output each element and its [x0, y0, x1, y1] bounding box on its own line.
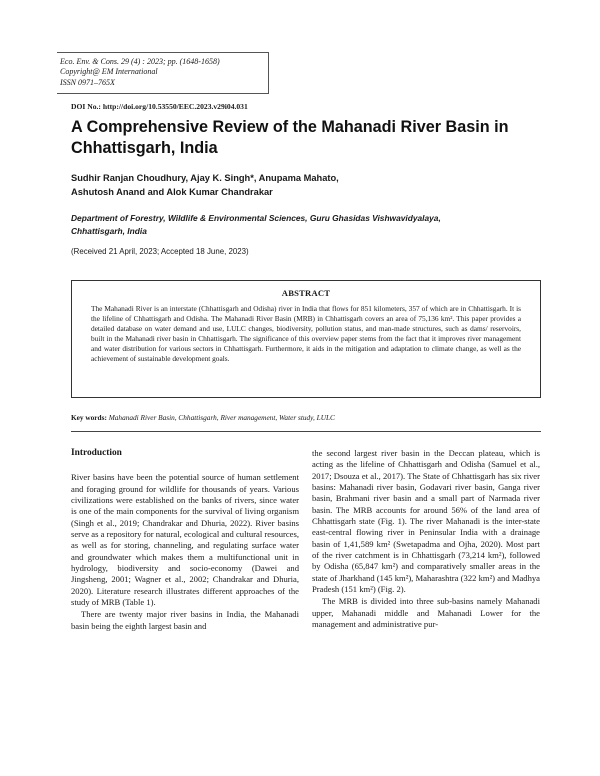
affiliation-line-2: Chhattisgarh, India [71, 225, 147, 236]
article-title: A Comprehensive Review of the Mahanadi River Basin in Chhattisgarh, India [71, 118, 509, 157]
authors-line-1: Sudhir Ranjan Choudhury, Ajay K. Singh*, Anupama Mahato, [71, 173, 339, 183]
authors-line-2: Ashutosh Anand and Alok Kumar Chandrakar [71, 186, 273, 197]
abstract-text: The Mahanadi River is an interstate (Chhattisgarh and Odisha) river in India that flows for 851 kilometers, 357 of which are in Chhattisgarh. It is the lifeline of Chhattisgarh and Odisha. The Mahanadi River Basin (MRB) in Chhattisgarh covers an area of 75,136 km². This paper provides a detailed database on water demand and use, LULC changes, biodiversity, pollution status, and man-made structures, such as dams/ reservoirs, built in the Mahanadi river basin in Chhattisgarh. The significance of this overview paper stems from the fact that it improves river management and water distribution for various sectors in Chhattisgarh. Furthermore, it aids in the mitigation and adaptation to climate change, as well as the achievement of sustainable development goals. [91, 304, 521, 364]
abstract-heading: ABSTRACT [281, 288, 331, 298]
received-dates: (Received 21 April, 2023; Accepted 18 June, 2023) [71, 247, 249, 256]
intro-paragraph-3: the second largest river basin in the Deccan plateau, which is acting as the lifeline of Chhattisgarh and Odisha (Samuel et al., 2017; Dsouza et al., 2017). The State of Chhattisgarh has six river basins: Mahanadi river basin, Godavari river basin, Ganga river basin, Brahmani river basin and a small part of Narmada river basin. The MRB accounts for around 56% of the land area of Chhattisgarh state (Fig. 1). The river Mahanadi is the inter-state east-central flowing river in Peninsular India with a drainage basin of 1,41,589 km² (Swetapadma and Ojha, 2020). Most part of the river catchment is in Chhattisgarh (73,214 km²), followed by Odisha (65,847 km²) and comparatively smaller areas in the state of Jharkhand (145 km²), Maharashtra (322 km²) and Madhya Pradesh (151 km²) (Fig. 2). [312, 448, 540, 595]
body-column-right [312, 448, 540, 631]
introduction-heading: Introduction [71, 448, 122, 458]
section-divider [71, 431, 541, 432]
keywords-text: Mahanadi River Basin, Chhattisgarh, River management, Water study, LULC [106, 413, 335, 422]
abstract-box [71, 280, 541, 398]
issn-line: ISSN 0971–765X [60, 77, 115, 87]
author-list [71, 172, 491, 199]
doi-link[interactable]: DOI No.: http://doi.org/10.53550/EEC.2023.v29i04.031 [71, 102, 248, 111]
journal-line: Eco. Env. & Cons. 29 (4) : 2023; pp. (1648-1658) [60, 57, 220, 66]
intro-paragraph-1: River basins have been the potential source of human settlement and foraging ground for wildlife for thousands of years. Various civilizations were established on the banks of rivers, since water is one of the main components for the survival of living organism (Singh et al., 2019; Chandrakar and Dhuria, 2022). River basins serve as a repository for natural, ecological and cultural resources, as well as for storing, channeling, and regulating surface water and groundwater which makes them a multifunctional unit in hydrology, biodiversity and socio-economy (Dawei and Jingsheng, 2001; Wagner et al., 2002; Chandrakar and Dhuria, 2020). Literature research illustrates different approaches of the study of MRB (Table 1). [71, 472, 299, 608]
body-column-left [71, 448, 299, 632]
citation-box [57, 52, 269, 94]
keywords [71, 413, 531, 422]
intro-paragraph-2: There are twenty major river basins in India, the Mahanadi basin being the eighth largest basin and [71, 609, 299, 631]
affiliation-line-1: Department of Forestry, Wildlife & Environmental Sciences, Guru Ghasidas Vishwavidyalaya, [71, 213, 441, 223]
affiliation [71, 212, 531, 238]
intro-paragraph-4: The MRB is divided into three sub-basins namely Mahanadi upper, Mahanadi middle and Mahanadi Lower for the management and administrative pur- [312, 596, 540, 630]
keywords-label: Key words: [71, 413, 107, 422]
copyright-line: Copyright@ EM International [60, 67, 158, 77]
